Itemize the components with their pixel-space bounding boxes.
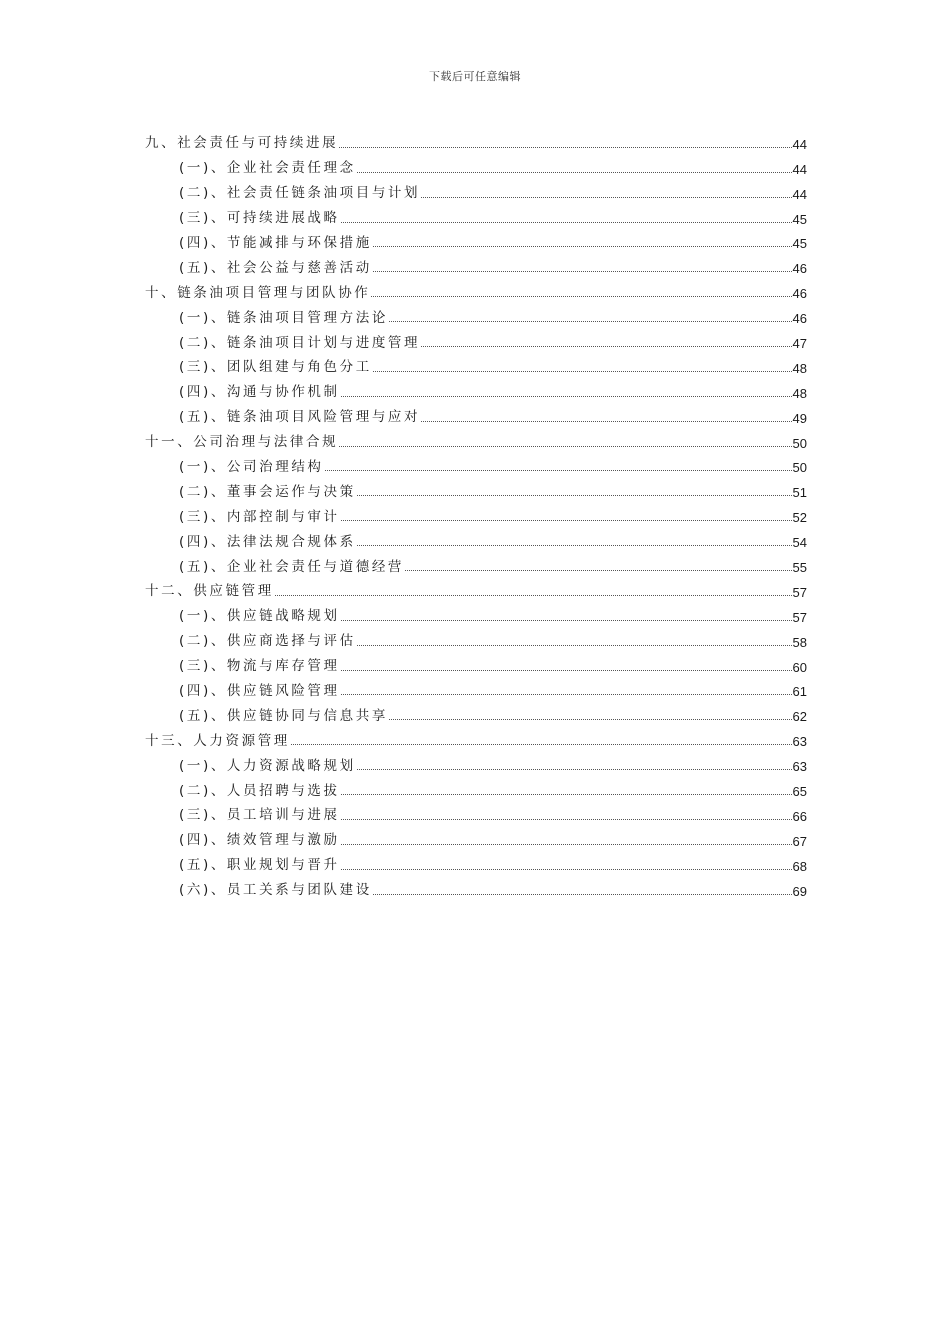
- toc-dot-leader: [341, 222, 792, 223]
- toc-entry-title: (一)、链条油项目管理方法论: [179, 309, 388, 326]
- toc-dot-leader: [341, 819, 792, 820]
- toc-section-entry[interactable]: [145, 675, 807, 700]
- toc-section-entry[interactable]: [145, 202, 807, 227]
- toc-chapter-entry[interactable]: [145, 426, 807, 451]
- toc-section-entry[interactable]: [145, 600, 807, 625]
- toc-entry-title: (四)、沟通与协作机制: [179, 384, 340, 401]
- toc-entry-title: (一)、企业社会责任理念: [179, 160, 356, 177]
- toc-dot-leader: [405, 570, 791, 571]
- toc-section-entry[interactable]: [145, 500, 807, 525]
- toc-section-entry[interactable]: [145, 774, 807, 799]
- toc-dot-leader: [341, 670, 792, 671]
- toc-chapter-entry[interactable]: [145, 575, 807, 600]
- toc-dot-leader: [371, 296, 791, 297]
- toc-entry-title: (六)、员工关系与团队建设: [179, 882, 372, 899]
- toc-dot-leader: [373, 246, 792, 247]
- toc-dot-leader: [325, 470, 792, 471]
- toc-section-entry[interactable]: [145, 824, 807, 849]
- toc-entry-title: (五)、职业规划与晋升: [179, 857, 340, 874]
- toc-page-number: 68: [792, 858, 807, 874]
- toc-dot-leader: [339, 147, 791, 148]
- toc-entry-title: (一)、公司治理结构: [179, 458, 324, 475]
- toc-page-number: 58: [792, 634, 807, 650]
- toc-chapter-entry[interactable]: [145, 276, 807, 301]
- toc-section-entry[interactable]: [145, 475, 807, 500]
- toc-page-number: 57: [792, 609, 807, 625]
- toc-dot-leader: [421, 197, 791, 198]
- toc-chapter-entry[interactable]: [145, 724, 807, 749]
- toc-section-entry[interactable]: [145, 152, 807, 177]
- toc-section-entry[interactable]: [145, 749, 807, 774]
- toc-dot-leader: [357, 495, 792, 496]
- toc-dot-leader: [373, 271, 792, 272]
- toc-section-entry[interactable]: [145, 301, 807, 326]
- toc-entry-title: (三)、员工培训与进展: [179, 807, 340, 824]
- toc-page-number: 69: [792, 883, 807, 899]
- toc-page-number: 45: [792, 236, 807, 252]
- toc-section-entry[interactable]: [145, 525, 807, 550]
- toc-section-entry[interactable]: [145, 799, 807, 824]
- toc-section-entry[interactable]: [145, 401, 807, 426]
- toc-section-entry[interactable]: [145, 376, 807, 401]
- toc-section-entry[interactable]: [145, 326, 807, 351]
- toc-page-number: 50: [792, 435, 807, 451]
- toc-dot-leader: [373, 371, 792, 372]
- toc-entry-title: (五)、链条油项目风险管理与应对: [179, 409, 421, 426]
- toc-dot-leader: [341, 396, 792, 397]
- toc-entry-title: 九、社会责任与可持续进展: [145, 135, 339, 152]
- toc-page-number: 67: [792, 833, 807, 849]
- toc-page-number: 44: [792, 161, 807, 177]
- toc-page-number: 46: [792, 311, 807, 327]
- toc-dot-leader: [341, 694, 792, 695]
- toc-dot-leader: [421, 421, 791, 422]
- toc-dot-leader: [373, 894, 792, 895]
- toc-page-number: 44: [792, 186, 807, 202]
- toc-entry-title: (四)、供应链风险管理: [179, 682, 340, 699]
- toc-section-entry[interactable]: [145, 650, 807, 675]
- toc-page-number: 51: [792, 485, 807, 501]
- toc-section-entry[interactable]: [145, 699, 807, 724]
- toc-page-number: 48: [792, 360, 807, 376]
- toc-page-number: 66: [792, 808, 807, 824]
- toc-page-number: 65: [792, 784, 807, 800]
- toc-entry-title: 十、链条油项目管理与团队协作: [145, 284, 371, 301]
- toc-dot-leader: [389, 719, 792, 720]
- toc-entry-title: (四)、绩效管理与激励: [179, 832, 340, 849]
- toc-entry-title: (五)、供应链协同与信息共享: [179, 707, 388, 724]
- toc-page-number: 55: [792, 560, 807, 576]
- toc-section-entry[interactable]: [145, 550, 807, 575]
- toc-entry-title: (四)、法律法规合规体系: [179, 533, 356, 550]
- toc-page-number: 49: [792, 410, 807, 426]
- toc-section-entry[interactable]: [145, 227, 807, 252]
- toc-section-entry[interactable]: [145, 849, 807, 874]
- toc-dot-leader: [357, 645, 792, 646]
- toc-entry-title: (二)、链条油项目计划与进度管理: [179, 334, 421, 351]
- toc-page-number: 61: [792, 684, 807, 700]
- toc-section-entry[interactable]: [145, 351, 807, 376]
- toc-entry-title: (五)、企业社会责任与道德经营: [179, 558, 405, 575]
- toc-page-number: 52: [792, 510, 807, 526]
- toc-dot-leader: [357, 172, 792, 173]
- toc-entry-title: 十三、人力资源管理: [145, 732, 290, 749]
- toc-dot-leader: [341, 844, 792, 845]
- toc-page-number: 46: [792, 286, 807, 302]
- table-of-contents: [145, 127, 807, 899]
- toc-dot-leader: [339, 446, 791, 447]
- toc-entry-title: (二)、社会责任链条油项目与计划: [179, 185, 421, 202]
- toc-page-number: 60: [792, 659, 807, 675]
- toc-chapter-entry[interactable]: [145, 127, 807, 152]
- toc-dot-leader: [291, 744, 792, 745]
- toc-dot-leader: [421, 346, 791, 347]
- toc-dot-leader: [357, 769, 792, 770]
- toc-section-entry[interactable]: [145, 177, 807, 202]
- toc-page-number: 62: [792, 709, 807, 725]
- toc-dot-leader: [341, 520, 792, 521]
- header-note: 下载后可任意编辑: [429, 70, 521, 83]
- toc-page-number: 54: [792, 535, 807, 551]
- toc-page-number: 50: [792, 460, 807, 476]
- toc-dot-leader: [341, 620, 792, 621]
- toc-entry-title: (二)、人员招聘与选拔: [179, 782, 340, 799]
- toc-dot-leader: [357, 545, 792, 546]
- toc-section-entry[interactable]: [145, 251, 807, 276]
- toc-page-number: 48: [792, 385, 807, 401]
- toc-entry-title: (二)、董事会运作与决策: [179, 483, 356, 500]
- toc-entry-title: (一)、人力资源战略规划: [179, 757, 356, 774]
- toc-page-number: 47: [792, 336, 807, 352]
- toc-page-number: 57: [792, 584, 807, 600]
- toc-page-number: 63: [792, 734, 807, 750]
- toc-dot-leader: [389, 321, 792, 322]
- toc-section-entry[interactable]: [145, 451, 807, 476]
- toc-dot-leader: [275, 595, 792, 596]
- toc-section-entry[interactable]: [145, 874, 807, 899]
- toc-page-number: 44: [792, 136, 807, 152]
- toc-entry-title: (五)、社会公益与慈善活动: [179, 259, 372, 276]
- toc-entry-title: (一)、供应链战略规划: [179, 608, 340, 625]
- toc-page-number: 63: [792, 759, 807, 775]
- toc-entry-title: (四)、节能减排与环保措施: [179, 234, 372, 251]
- toc-entry-title: (三)、团队组建与角色分工: [179, 359, 372, 376]
- toc-entry-title: (三)、物流与库存管理: [179, 658, 340, 675]
- toc-entry-title: (三)、可持续进展战略: [179, 210, 340, 227]
- toc-page-number: 46: [792, 261, 807, 277]
- toc-entry-title: 十一、公司治理与法律合规: [145, 434, 339, 451]
- toc-dot-leader: [341, 869, 792, 870]
- toc-dot-leader: [341, 794, 792, 795]
- toc-section-entry[interactable]: [145, 625, 807, 650]
- toc-page-number: 45: [792, 211, 807, 227]
- toc-entry-title: (二)、供应商选择与评估: [179, 633, 356, 650]
- toc-entry-title: (三)、内部控制与审计: [179, 508, 340, 525]
- toc-entry-title: 十二、供应链管理: [145, 583, 274, 600]
